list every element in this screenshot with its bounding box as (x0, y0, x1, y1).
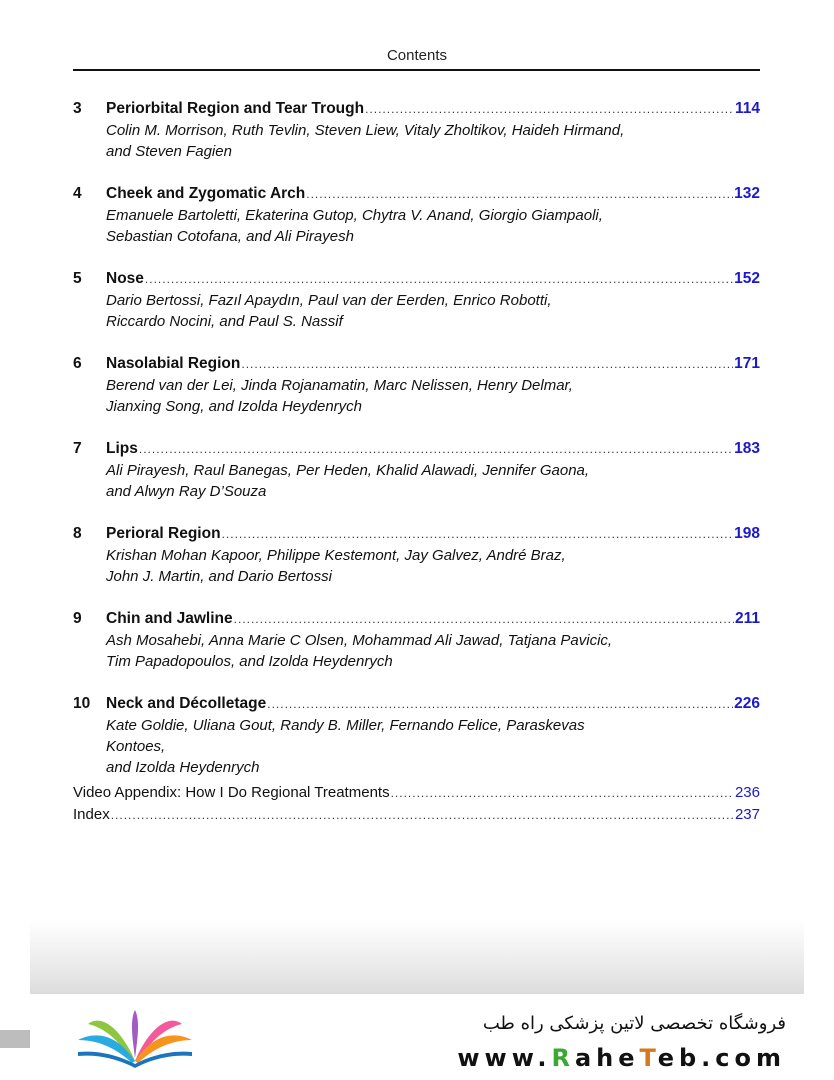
chapter-authors-line: Dario Bertossi, Fazıl Apaydın, Paul van der Eerden, Enrico Robotti, (106, 292, 552, 309)
chapter-title[interactable]: Cheek and Zygomatic Arch (106, 185, 306, 202)
leader-dots (139, 439, 733, 460)
page-number-link[interactable]: 198 (734, 525, 760, 542)
backmatter-list (73, 782, 760, 826)
toc-line[interactable] (106, 608, 760, 630)
url-part: T (639, 1044, 658, 1072)
chapter-authors-line: Sebastian Cotofana, and Ali Pirayesh (106, 228, 354, 245)
page-number-link[interactable]: 226 (734, 695, 760, 712)
page-number-link[interactable]: 171 (734, 355, 760, 372)
chapter-title[interactable]: Perioral Region (106, 525, 221, 542)
toc-entry-chapter-8 (73, 523, 760, 608)
toc-line[interactable] (106, 438, 760, 460)
chapter-number: 4 (73, 185, 82, 202)
chapter-title[interactable]: Periorbital Region and Tear Trough (106, 100, 365, 117)
toc-line[interactable] (106, 268, 760, 290)
page-number-link[interactable]: 132 (734, 185, 760, 202)
toc-line[interactable] (106, 693, 760, 715)
chapter-authors-line: Jianxing Song, and Izolda Heydenrych (106, 398, 362, 415)
page-number-link[interactable]: 114 (734, 100, 760, 117)
backmatter-title[interactable]: Video Appendix: How I Do Regional Treatments (73, 784, 390, 801)
toc-entry-chapter-5 (73, 268, 760, 353)
running-head: Contents (386, 47, 448, 64)
url-part: R (551, 1044, 575, 1072)
leader-dots (391, 783, 734, 804)
chapter-authors-line: Ali Pirayesh, Raul Banegas, Per Heden, Khalid Alawadi, Jennifer Gaona, (106, 462, 590, 479)
toc-line[interactable] (106, 353, 760, 375)
url-part: www. (457, 1044, 552, 1072)
chapter-number: 3 (73, 100, 82, 117)
chapter-authors-line: and Alwyn Ray D’Souza (106, 483, 267, 500)
toc-entry-chapter-6 (73, 353, 760, 438)
toc-line[interactable] (106, 183, 760, 205)
chapter-authors-line: Berend van der Lei, Jinda Rojanamatin, Marc Nelissen, Henry Delmar, (106, 377, 573, 394)
toc-entry-chapter-7 (73, 438, 760, 523)
page-number-link[interactable]: 236 (734, 784, 760, 801)
chapter-authors-line: John J. Martin, and Dario Bertossi (106, 568, 332, 585)
store-url[interactable] (457, 1044, 786, 1072)
chapter-authors-line: Emanuele Bartoletti, Ekaterina Gutop, Chytra V. Anand, Giorgio Giampaoli, (106, 207, 603, 224)
chapter-number: 6 (73, 355, 82, 372)
chapter-authors-line: Riccardo Nocini, and Paul S. Nassif (106, 313, 343, 330)
chapter-number: 5 (73, 270, 82, 287)
toc-entry-chapter-9 (73, 608, 760, 693)
grey-edge-tab (0, 1030, 30, 1048)
toc-entry-chapter-3 (73, 98, 760, 183)
chapter-authors-line: Kate Goldie, Uliana Gout, Randy B. Miller, Fernando Felice, Paraskevas Kontoes, (106, 717, 585, 755)
chapter-number: 8 (73, 525, 82, 542)
toc-line-video-appendix[interactable] (73, 782, 760, 804)
chapter-title[interactable]: Nose (106, 270, 144, 287)
chapter-authors-line: Ash Mosahebi, Anna Marie C Olsen, Mohammad Ali Jawad, Tatjana Pavicic, (106, 632, 613, 649)
leader-dots (241, 354, 733, 375)
leader-dots (365, 99, 734, 120)
url-part: ahe (574, 1044, 640, 1072)
backmatter-title[interactable]: Index (73, 806, 110, 823)
chapter-authors-line: Colin M. Morrison, Ruth Tevlin, Steven Liew, Vitaly Zholtikov, Haideh Hirmand, (106, 122, 625, 139)
leader-dots (306, 184, 733, 205)
url-part: eb.com (657, 1044, 786, 1072)
chapter-authors-line: and Steven Fagien (106, 143, 232, 160)
page-number-link[interactable]: 211 (734, 610, 760, 627)
leader-dots (111, 805, 734, 826)
chapter-number: 10 (73, 695, 91, 712)
chapter-title[interactable]: Neck and Décolletage (106, 695, 267, 712)
table-of-contents (73, 98, 760, 826)
leader-dots (267, 694, 733, 715)
chapter-title[interactable]: Nasolabial Region (106, 355, 241, 372)
chapter-number: 9 (73, 610, 82, 627)
leader-dots (222, 524, 734, 545)
toc-line-index[interactable] (73, 804, 760, 826)
page-bottom-shadow (30, 920, 804, 994)
chapter-title[interactable]: Lips (106, 440, 138, 457)
open-book-logo-icon (70, 1006, 200, 1072)
toc-entry-chapter-4 (73, 183, 760, 268)
chapter-authors-line: and Izolda Heydenrych (106, 759, 260, 776)
chapter-authors-line: Tim Papadopoulos, and Izolda Heydenrych (106, 653, 393, 670)
page-number-link[interactable]: 183 (734, 440, 760, 457)
toc-line[interactable] (106, 98, 760, 120)
chapter-authors-line: Krishan Mohan Kapoor, Philippe Kestemont, Jay Galvez, André Braz, (106, 547, 566, 564)
toc-line[interactable] (106, 523, 760, 545)
chapter-number: 7 (73, 440, 82, 457)
leader-dots (234, 609, 734, 630)
store-slogan: فروشگاه تخصصی لاتین پزشکی راه طب (482, 1013, 786, 1034)
toc-entry-chapter-10 (73, 693, 760, 778)
page-number-link[interactable]: 152 (734, 270, 760, 287)
header-rule (73, 69, 760, 71)
leader-dots (145, 269, 733, 290)
chapter-title[interactable]: Chin and Jawline (106, 610, 233, 627)
page-number-link[interactable]: 237 (734, 806, 760, 823)
